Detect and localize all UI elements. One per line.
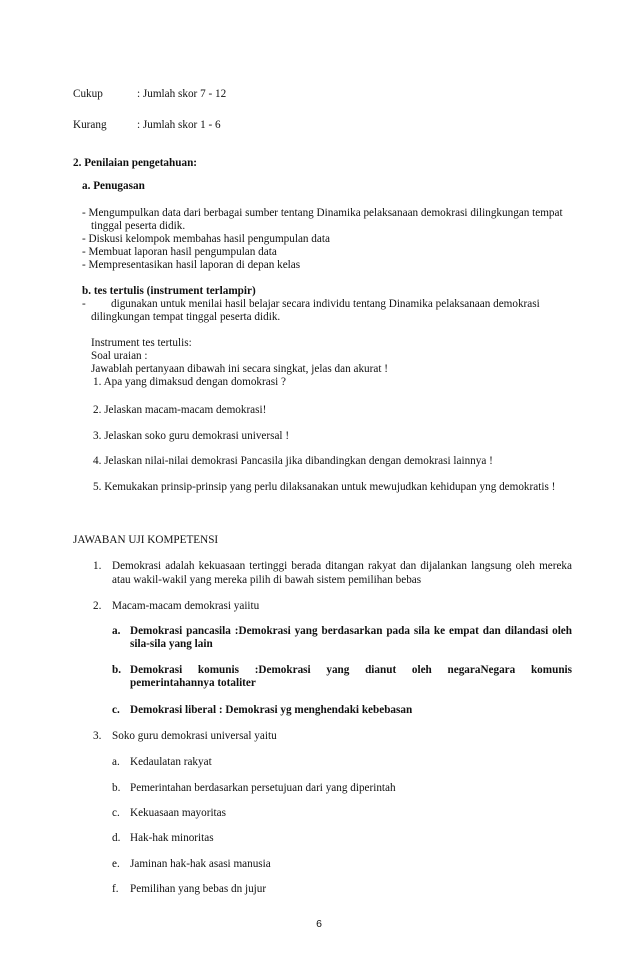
sub-item-letter: c. xyxy=(112,704,120,716)
subsection-heading-a: a. Penugasan xyxy=(82,180,145,192)
sub-item-text: Kekuasaan mayoritas xyxy=(130,807,226,819)
sub-item-text: Demokrasi komunis :Demokrasi yang dianut oleh negaraNegara komunis xyxy=(130,664,572,676)
sub-item-text: Kedaulatan rakyat xyxy=(130,756,212,768)
list-item: tinggal peserta didik. xyxy=(91,220,186,232)
rubric-cukup-value: : Jumlah skor 7 - 12 xyxy=(137,88,227,100)
sub-item-text: pemerintahannya totaliter xyxy=(130,677,256,689)
page-number: 6 xyxy=(316,918,322,930)
sub-item-text: sila-sila yang lain xyxy=(130,638,213,650)
question-item: 1. Apa yang dimaksud dengan domokrasi ? xyxy=(93,376,286,388)
rubric-kurang-value: : Jumlah skor 1 - 6 xyxy=(137,119,221,131)
sub-item-letter: f. xyxy=(112,883,119,895)
sub-item-letter: c. xyxy=(112,807,120,819)
sub-item-letter: a. xyxy=(112,756,120,768)
sub-item-text: Hak-hak minoritas xyxy=(130,832,214,844)
answer-line: Demokrasi adalah kekuasaan tertinggi berada ditangan rakyat dan dijalankan langsung oleh mereka xyxy=(112,560,572,572)
question-item: 2. Jelaskan macam-macam demokrasi! xyxy=(93,404,267,416)
rubric-kurang-label: Kurang xyxy=(73,119,107,131)
question-item: 5. Kemukakan prinsip-prinsip yang perlu dilaksanakan untuk mewujudkan kehidupan yng demokratis ! xyxy=(93,481,556,493)
sub-item-text: Demokrasi pancasila :Demokrasi yang berdasarkan pada sila ke empat dan dilandasi oleh xyxy=(130,625,572,637)
answer-line: Soko guru demokrasi universal yaitu xyxy=(112,730,277,742)
sub-item-letter: e. xyxy=(112,858,120,870)
list-dash: - xyxy=(82,298,86,310)
sub-item-letter: b. xyxy=(112,664,122,676)
instruction: Jawablah pertanyaan dibawah ini secara singkat, jelas dan akurat ! xyxy=(91,363,388,375)
sub-item-letter: a. xyxy=(112,625,121,637)
sub-item-letter: b. xyxy=(112,782,121,794)
rubric-cukup-label: Cukup xyxy=(73,88,103,100)
sub-item-text: Demokrasi liberal : Demokrasi yg menghendaki kebebasan xyxy=(130,704,413,716)
question-item: 4. Jelaskan nilai-nilai demokrasi Pancasila jika dibandingkan dengan demokrasi lainnya ! xyxy=(93,455,493,467)
sub-item-text: Jaminan hak-hak asasi manusia xyxy=(130,858,271,870)
sub-item-text: Pemilihan yang bebas dn jujur xyxy=(130,883,267,895)
list-item: - Diskusi kelompok membahas hasil pengumpulan data xyxy=(82,233,330,245)
list-item: - Mengumpulkan data dari berbagai sumber tentang Dinamika pelaksanaan demokrasi dilingkungan tempat xyxy=(82,207,563,219)
answer-number: 1. xyxy=(93,560,102,572)
answers-heading: JAWABAN UJI KOMPETENSI xyxy=(73,534,219,546)
answer-number: 2. xyxy=(93,600,102,612)
paragraph-line: dilingkungan tempat tinggal peserta didik. xyxy=(91,311,281,323)
list-item: - Membuat laporan hasil pengumpulan data xyxy=(82,246,277,258)
paragraph-line: digunakan untuk menilai hasil belajar secara individu tentang Dinamika pelaksanaan demokrasi xyxy=(111,298,540,310)
soal-label: Soal uraian : xyxy=(91,350,148,362)
answer-line: Macam-macam demokrasi yaiitu xyxy=(112,600,260,612)
answer-line: atau wakil-wakil yang mereka pilih di bawah sistem pemilihan bebas xyxy=(112,574,422,586)
list-item: - Mempresentasikan hasil laporan di depan kelas xyxy=(82,259,301,271)
section-heading: 2. Penilaian pengetahuan: xyxy=(73,157,198,169)
instrument-title: Instrument tes tertulis: xyxy=(91,337,192,349)
sub-item-letter: d. xyxy=(112,832,121,844)
subsection-heading-b: b. tes tertulis (instrument terlampir) xyxy=(82,285,256,297)
answer-number: 3. xyxy=(93,730,102,742)
sub-item-text: Pemerintahan berdasarkan persetujuan dari yang diperintah xyxy=(130,782,396,794)
question-item: 3. Jelaskan soko guru demokrasi universal ! xyxy=(93,430,290,442)
